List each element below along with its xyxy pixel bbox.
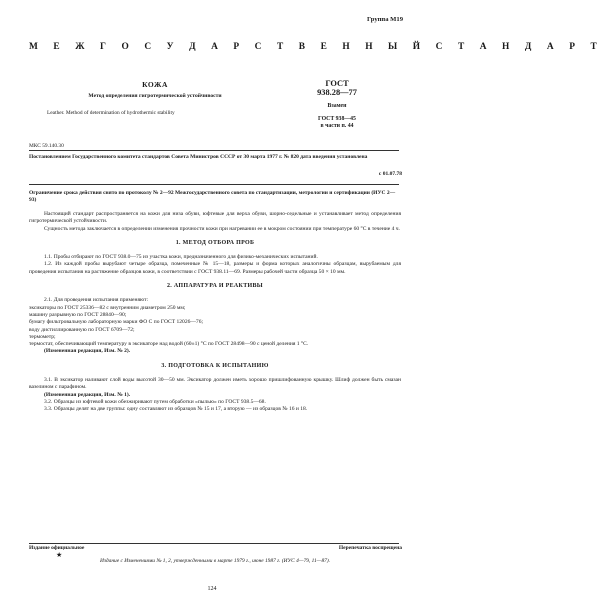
paragraph: 1.2. Из каждой пробы вырубают четыре образца, помеченные № 15—18, размеры и форма которых аналогичны образцам, вырубаемым для проведения испытания на растяжение образцов кожи, в соответствии с ГОСТ 938.11—69. Размеры рабочей части образца 50 × 10 мм.: [29, 261, 401, 275]
edit-note: (Измененная редакция, Изм. № 1).: [44, 391, 131, 398]
edit-note: (Измененная редакция, Изм. № 2).: [44, 348, 131, 355]
list-item: термостат, обеспечивающий температуру в эксикаторе над водой (60±1) °С по ГОСТ 28498—90 с ценой деления 1 °С.: [29, 341, 309, 348]
replaces-part: в части п. 44: [320, 123, 354, 130]
paragraph: 3.3. Образцы делят на две группы: одну составляют из образцов № 15 и 17, а вторую — из образцов № 16 и 18.: [44, 406, 308, 413]
paragraph: 1.1. Пробы отбирают по ГОСТ 938.0—75 из участка кожи, предназначенного для физико-механических испытаний.: [44, 254, 318, 261]
list-item: бумагу фильтровальную лабораторную марки ФО С по ГОСТ 12026—76;: [29, 319, 204, 326]
section-heading: 3. ПОДГОТОВКА К ИСПЫТАНИЮ: [161, 362, 269, 369]
star-icon: ★: [56, 551, 63, 559]
decree-text: Постановлением Государственного комитета стандартов Совета Министров СССР от 30 марта 1977 г. № 820 дата введения установлена: [29, 154, 368, 160]
divider: [29, 150, 399, 151]
paragraph: 3.2. Образцы из юфтевой кожи обезжиривают путем обработки «пылью» по ГОСТ 938.5—68.: [44, 398, 266, 405]
list-item: машину разрывную по ГОСТ 28840—90;: [29, 311, 127, 318]
method-title-en: Leather. Method of determination of hydrothermic stability: [47, 110, 175, 116]
date-introduced: с 01.07.78: [378, 171, 402, 177]
page-number: 124: [207, 586, 217, 592]
replaces-label: Взамен: [327, 103, 347, 110]
divider: [29, 184, 399, 185]
gost-code: 938.28—77: [317, 87, 357, 97]
gost-label: ГОСТ: [325, 79, 349, 88]
document-body: [29, 211, 401, 414]
section-heading: 2. АППАРАТУРА И РЕАКТИВЫ: [167, 283, 263, 290]
method-title-ru: Метод определения гигротермической устойчивости: [88, 93, 222, 99]
document-title: КОЖА: [142, 80, 168, 89]
intro-paragraph: Сущность метода заключается в определении изменения прочности кожи при нагревании ее в мокром состоянии при температуре 60 °С в течение 4 ч.: [44, 225, 400, 232]
gost-block: [292, 80, 382, 130]
paragraph: 3.1. В эксикатор наливают слой воды высотой 30—50 мм. Эксикатор должен иметь хорошо пришлифованную крышку. Шлиф должен быть смазан вазелином с парафином.: [29, 377, 401, 391]
edition-note: Издание с Изменениями № 1, 2, утвержденными в марте 1979 г., июне 1987 г. (ИУС 4—79, 11—87).: [100, 558, 330, 564]
paragraph: 2.1. Для проведения испытания применяют:: [44, 297, 149, 304]
list-item: воду дистиллированную по ГОСТ 6709—72;: [29, 326, 135, 333]
footer-divider: [29, 543, 399, 544]
list-item: эксикаторы по ГОСТ 25336—82 с внутренним диаметром 250 мм;: [29, 304, 186, 311]
standard-type-heading: М Е Ж Г О С У Д А Р С Т В Е Н Н Ы Й С Т А Н Д А Р Т: [29, 42, 600, 52]
official-edition-label: Издание официальное: [29, 545, 85, 551]
intro-paragraph: Настоящий стандарт распространяется на кожи для низа обуви, юфтевые для верха обуви, шорно-седельные и устанавливает метод определения гигротермической устойчивости.: [29, 211, 401, 225]
replaces-code: ГОСТ 938—45: [318, 116, 356, 123]
mks-code: МКС 59.140.30: [29, 143, 64, 149]
limitation-text: Ограничение срока действия снято по протоколу № 2—92 Межгосударственного совета по стандартизации, метрологии и сертификации (ИУС 2—93): [29, 190, 396, 204]
list-item: термометр;: [29, 333, 56, 340]
reprint-prohibited-label: Перепечатка воспрещена: [338, 545, 402, 551]
section-heading: 1. МЕТОД ОТБОРА ПРОБ: [175, 239, 255, 246]
title-block: [47, 80, 250, 116]
group-code: Группа М19: [366, 16, 403, 23]
